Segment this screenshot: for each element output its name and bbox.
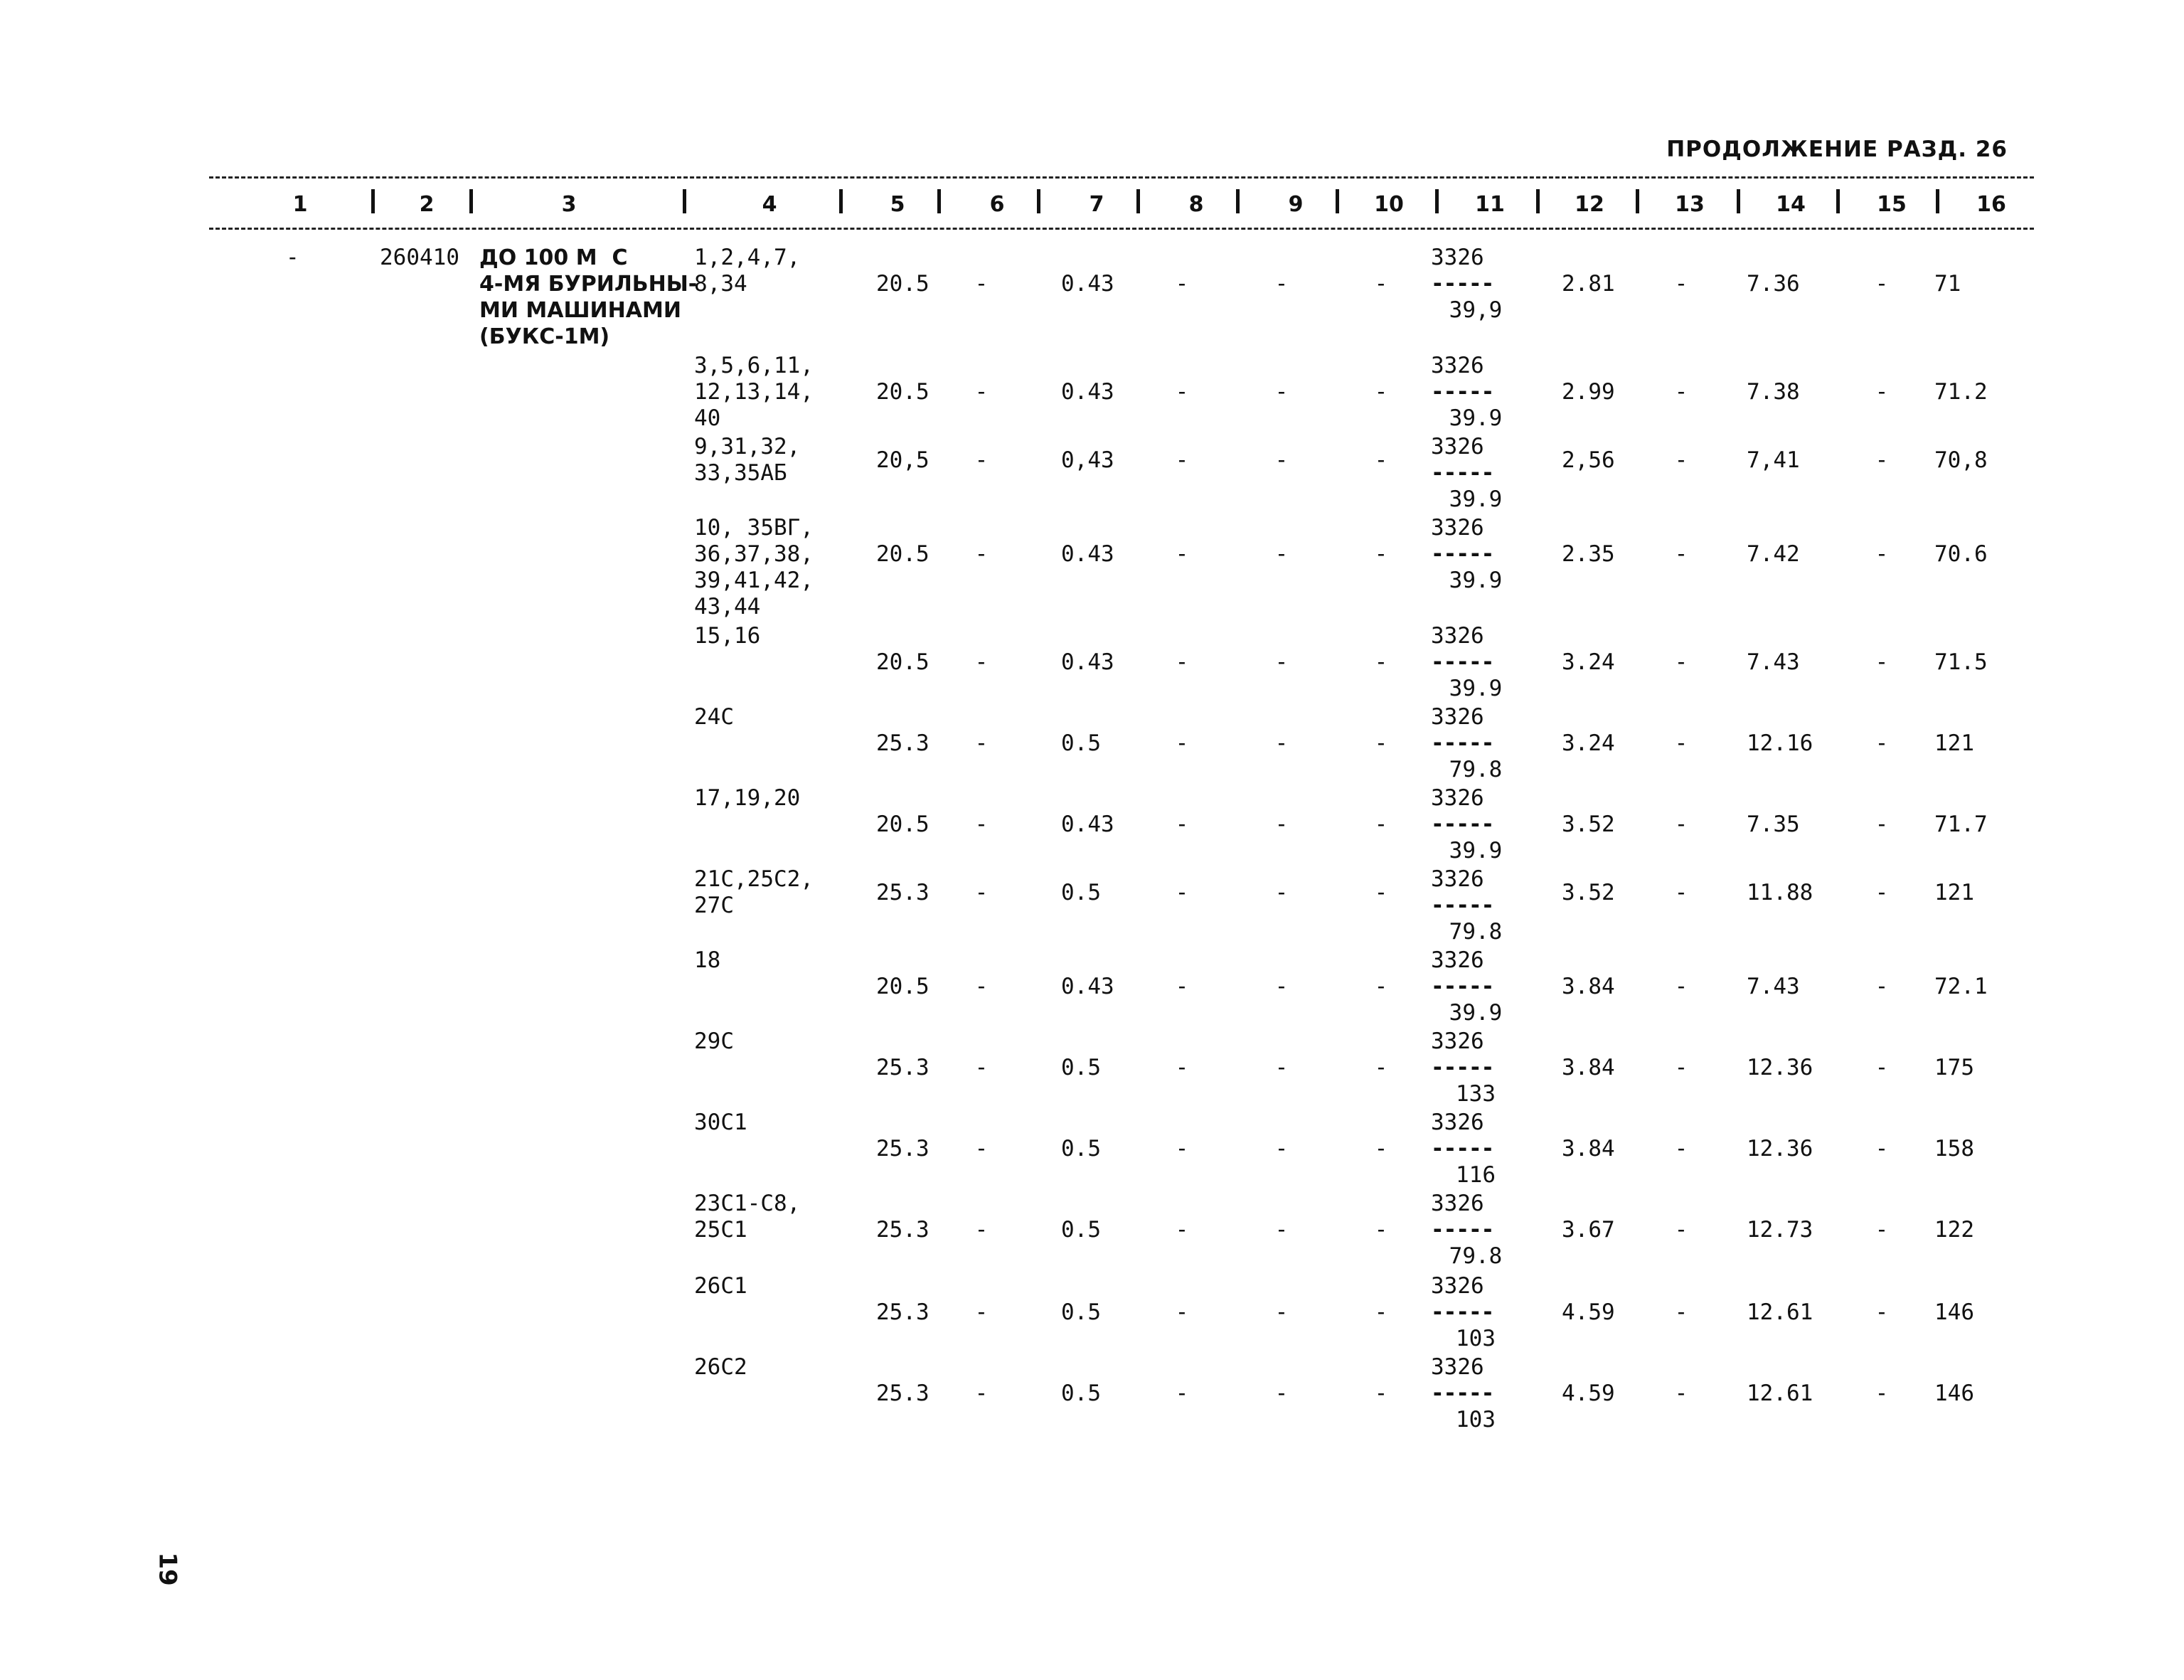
column-number-1: 1 (292, 192, 308, 217)
cell-c12: 2.35 (1562, 541, 1615, 567)
cell-c5: 25.3 (876, 1217, 929, 1243)
cell-c13: - (1674, 730, 1688, 756)
column-number-2: 2 (419, 192, 435, 217)
cell-c14: 12.36 (1747, 1055, 1813, 1080)
cell-c4-items: 10, 35ВГ, 36,37,38, 39,41,42, 43,44 (694, 515, 814, 620)
cell-c10: - (1374, 880, 1388, 905)
cell-c7: 0.5 (1061, 1299, 1101, 1325)
column-separator (469, 189, 473, 213)
cell-c15: - (1875, 812, 1889, 837)
cell-c5: 20.5 (876, 271, 929, 297)
cell-c7: 0.5 (1061, 880, 1101, 905)
cell-c9: - (1274, 649, 1289, 675)
cell-c6: - (974, 812, 989, 837)
fraction-den: 79.8 (1449, 919, 1503, 945)
cell-c8: - (1175, 730, 1189, 756)
cell-c7: 0,43 (1061, 447, 1114, 473)
fraction-num: 3326 (1431, 785, 1484, 811)
cell-c12: 4.59 (1562, 1381, 1615, 1406)
cell-c4-items: 21С,25С2, 27С (694, 866, 814, 918)
cell-c14: 7.42 (1747, 541, 1800, 567)
column-separator (371, 189, 375, 213)
cell-c8: - (1175, 1381, 1189, 1406)
cell-c4-items: 1,2,4,7, 8,34 (694, 245, 801, 297)
cell-c6: - (974, 880, 989, 905)
cell-c5: 25.3 (876, 880, 929, 905)
cell-c4-items: 30С1 (694, 1110, 747, 1135)
cell-c16: 71 (1934, 271, 1961, 297)
cell-c4-items: 15,16 (694, 623, 761, 649)
column-number-10: 10 (1374, 192, 1404, 217)
cell-c15: - (1875, 730, 1889, 756)
cell-c15: - (1875, 447, 1889, 473)
cell-c8: - (1175, 1299, 1189, 1325)
cell-c14: 12.16 (1747, 730, 1813, 756)
cell-c14: 7,41 (1747, 447, 1800, 473)
cell-c9: - (1274, 541, 1289, 567)
cell-c7: 0.43 (1061, 541, 1114, 567)
column-separator (1836, 189, 1840, 213)
column-separator (1037, 189, 1040, 213)
cell-c9: - (1274, 1055, 1289, 1080)
cell-c5: 20.5 (876, 649, 929, 675)
fraction-num: 3326 (1431, 515, 1484, 541)
column-separator (1435, 189, 1439, 213)
cell-c5: 25.3 (876, 1055, 929, 1080)
cell-c8: - (1175, 880, 1189, 905)
fraction-den: 39.9 (1449, 838, 1503, 863)
table-top-rule (209, 176, 2034, 179)
cell-c10: - (1374, 730, 1388, 756)
cell-c10: - (1374, 1136, 1388, 1161)
cell-c6: - (974, 730, 989, 756)
cell-c4-items: 23С1-С8, 25С1 (694, 1191, 801, 1243)
fraction-den: 39.9 (1449, 568, 1503, 593)
cell-c15: - (1875, 1381, 1889, 1406)
cell-c9: - (1274, 1299, 1289, 1325)
fraction-bar: ----- (1431, 541, 1494, 567)
cell-c5: 25.3 (876, 1381, 929, 1406)
cell-c4-items: 29С (694, 1028, 734, 1054)
cell-c5: 20,5 (876, 447, 929, 473)
cell-c5: 25.3 (876, 1136, 929, 1161)
cell-c11-fraction (1429, 434, 1522, 513)
cell-c4-items: 24С (694, 704, 734, 730)
cell-c9: - (1274, 379, 1289, 405)
cell-c13: - (1674, 974, 1688, 999)
cell-c13: - (1674, 1299, 1688, 1325)
cell-c11-fraction (1429, 866, 1522, 945)
cell-c11-fraction (1429, 1110, 1522, 1189)
cell-c5: 20.5 (876, 812, 929, 837)
fraction-den: 103 (1456, 1407, 1496, 1432)
cell-c4-items: 26С2 (694, 1354, 747, 1380)
fraction-num: 3326 (1431, 1354, 1484, 1380)
cell-c13: - (1674, 271, 1688, 297)
cell-c9: - (1274, 812, 1289, 837)
fraction-den: 103 (1456, 1326, 1496, 1351)
cell-c5: 20.5 (876, 541, 929, 567)
column-number-5: 5 (890, 192, 905, 217)
column-number-7: 7 (1089, 192, 1104, 217)
cell-c8: - (1175, 271, 1189, 297)
column-separator (1236, 189, 1240, 213)
cell-c7: 0.43 (1061, 812, 1114, 837)
cell-c11-fraction (1429, 623, 1522, 702)
cell-c13: - (1674, 1217, 1688, 1243)
fraction-den: 39,9 (1449, 297, 1503, 323)
fraction-den: 79.8 (1449, 757, 1503, 782)
fraction-den: 133 (1456, 1081, 1496, 1107)
cell-c11-fraction (1429, 785, 1522, 864)
column-number-12: 12 (1575, 192, 1604, 217)
cell-c10: - (1374, 379, 1388, 405)
cell-c14: 7.43 (1747, 649, 1800, 675)
cell-c16: 71.5 (1934, 649, 1988, 675)
cell-c9: - (1274, 1381, 1289, 1406)
cell-c7: 0.5 (1061, 1217, 1101, 1243)
fraction-num: 3326 (1431, 434, 1484, 459)
cell-c15: - (1875, 974, 1889, 999)
column-separator (1536, 189, 1540, 213)
fraction-num: 3326 (1431, 1028, 1484, 1054)
cell-c10: - (1374, 649, 1388, 675)
cell-c6: - (974, 1299, 989, 1325)
column-separator (1636, 189, 1639, 213)
cell-c6: - (974, 271, 989, 297)
cell-c6: - (974, 1055, 989, 1080)
cell-c8: - (1175, 541, 1189, 567)
fraction-bar: ----- (1431, 1136, 1494, 1161)
cell-c12: 2.99 (1562, 379, 1615, 405)
cell-c11-fraction (1429, 704, 1522, 783)
cell-c10: - (1374, 1055, 1388, 1080)
column-separator (937, 189, 941, 213)
cell-c7: 0.43 (1061, 271, 1114, 297)
fraction-bar: ----- (1431, 271, 1494, 297)
fraction-num: 3326 (1431, 353, 1484, 378)
cell-c16: 175 (1934, 1055, 1974, 1080)
cell-c13: - (1674, 541, 1688, 567)
cell-c13: - (1674, 649, 1688, 675)
column-number-4: 4 (762, 192, 777, 217)
fraction-num: 3326 (1431, 1110, 1484, 1135)
fraction-num: 3326 (1431, 623, 1484, 649)
cell-c13: - (1674, 880, 1688, 905)
column-separator (683, 189, 686, 213)
cell-c15: - (1875, 1299, 1889, 1325)
column-number-11: 11 (1475, 192, 1505, 217)
column-number-13: 13 (1675, 192, 1705, 217)
cell-c1: - (286, 245, 299, 270)
cell-c13: - (1674, 1136, 1688, 1161)
fraction-den: 39.9 (1449, 1000, 1503, 1026)
cell-c7: 0.43 (1061, 974, 1114, 999)
cell-c12: 3.24 (1562, 649, 1615, 675)
cell-c15: - (1875, 379, 1889, 405)
column-number-15: 15 (1877, 192, 1907, 217)
cell-c7: 0.43 (1061, 649, 1114, 675)
cell-c14: 7.36 (1747, 271, 1800, 297)
cell-c10: - (1374, 974, 1388, 999)
cell-c9: - (1274, 880, 1289, 905)
cell-c6: - (974, 447, 989, 473)
cell-c13: - (1674, 1055, 1688, 1080)
column-number-8: 8 (1188, 192, 1204, 217)
cell-c5: 25.3 (876, 1299, 929, 1325)
cell-c14: 7.43 (1747, 974, 1800, 999)
cell-c8: - (1175, 649, 1189, 675)
cell-c10: - (1374, 1299, 1388, 1325)
cell-c16: 71.7 (1934, 812, 1988, 837)
cell-c4-items: 17,19,20 (694, 785, 801, 811)
cell-c10: - (1374, 271, 1388, 297)
column-separator (1737, 189, 1740, 213)
cell-c16: 70,8 (1934, 447, 1988, 473)
fraction-num: 3326 (1431, 1273, 1484, 1299)
cell-c13: - (1674, 812, 1688, 837)
cell-c7: 0.5 (1061, 1055, 1101, 1080)
cell-c3-description: ДО 100 М С 4-МЯ БУРИЛЬНЫ- МИ МАШИНАМИ (БУКС-1М) (479, 245, 698, 349)
fraction-bar: ----- (1431, 379, 1494, 405)
fraction-num: 3326 (1431, 866, 1484, 892)
cell-c7: 0.5 (1061, 1136, 1101, 1161)
cell-c9: - (1274, 974, 1289, 999)
column-separator (839, 189, 843, 213)
cell-c9: - (1274, 730, 1289, 756)
fraction-bar: ----- (1431, 1217, 1494, 1243)
cell-c4-items: 3,5,6,11, 12,13,14, 40 (694, 353, 814, 431)
cell-c11-fraction (1429, 1273, 1522, 1352)
cell-c12: 4.59 (1562, 1299, 1615, 1325)
column-number-6: 6 (989, 192, 1005, 217)
cell-c15: - (1875, 541, 1889, 567)
cell-c16: 72.1 (1934, 974, 1988, 999)
column-number-9: 9 (1288, 192, 1304, 217)
cell-c16: 121 (1934, 880, 1974, 905)
cell-c16: 122 (1934, 1217, 1974, 1243)
column-separator (1936, 189, 1939, 213)
cell-c9: - (1274, 447, 1289, 473)
cell-c8: - (1175, 379, 1189, 405)
cell-c14: 12.36 (1747, 1136, 1813, 1161)
cell-c13: - (1674, 447, 1688, 473)
cell-c14: 7.38 (1747, 379, 1800, 405)
cell-c10: - (1374, 812, 1388, 837)
fraction-den: 116 (1456, 1162, 1496, 1188)
cell-c12: 3.67 (1562, 1217, 1615, 1243)
cell-c16: 158 (1934, 1136, 1974, 1161)
cell-c8: - (1175, 812, 1189, 837)
cell-c11-fraction (1429, 515, 1522, 594)
cell-c8: - (1175, 447, 1189, 473)
cell-c9: - (1274, 1136, 1289, 1161)
fraction-num: 3326 (1431, 1191, 1484, 1216)
cell-c7: 0.5 (1061, 730, 1101, 756)
fraction-bar: ----- (1431, 1381, 1494, 1406)
cell-c6: - (974, 974, 989, 999)
column-number-16: 16 (1976, 192, 2006, 217)
cell-c10: - (1374, 447, 1388, 473)
column-separator (1336, 189, 1339, 213)
cell-c15: - (1875, 1217, 1889, 1243)
fraction-den: 39.9 (1449, 676, 1503, 701)
column-separator (1136, 189, 1140, 213)
cell-c8: - (1175, 1055, 1189, 1080)
fraction-bar: ----- (1431, 649, 1494, 675)
cell-c10: - (1374, 541, 1388, 567)
cell-c12: 3.24 (1562, 730, 1615, 756)
cell-c14: 12.61 (1747, 1381, 1813, 1406)
fraction-den: 39.9 (1449, 405, 1503, 431)
cell-c12: 3.84 (1562, 974, 1615, 999)
fraction-num: 3326 (1431, 704, 1484, 730)
fraction-den: 79.8 (1449, 1243, 1503, 1269)
cell-c5: 25.3 (876, 730, 929, 756)
cell-c11-fraction (1429, 353, 1522, 432)
cell-c4-items: 26С1 (694, 1273, 747, 1299)
fraction-bar: ----- (1431, 1055, 1494, 1080)
cell-c15: - (1875, 271, 1889, 297)
cell-c14: 11.88 (1747, 880, 1813, 905)
cell-c16: 70.6 (1934, 541, 1988, 567)
cell-c2-code: 260410 (380, 245, 459, 270)
fraction-num: 3326 (1431, 245, 1484, 270)
cell-c12: 2.81 (1562, 271, 1615, 297)
page-number: 19 (153, 1552, 182, 1586)
cell-c7: 0.43 (1061, 379, 1114, 405)
cell-c13: - (1674, 379, 1688, 405)
cell-c6: - (974, 1136, 989, 1161)
cell-c6: - (974, 649, 989, 675)
cell-c15: - (1875, 649, 1889, 675)
cell-c8: - (1175, 974, 1189, 999)
fraction-bar: ----- (1431, 893, 1494, 918)
cell-c11-fraction (1429, 1354, 1522, 1433)
cell-c8: - (1175, 1217, 1189, 1243)
cell-c9: - (1274, 1217, 1289, 1243)
fraction-bar: ----- (1431, 460, 1494, 486)
fraction-num: 3326 (1431, 947, 1484, 973)
cell-c16: 146 (1934, 1299, 1974, 1325)
cell-c14: 12.73 (1747, 1217, 1813, 1243)
fraction-den: 39.9 (1449, 487, 1503, 512)
cell-c11-fraction (1429, 1191, 1522, 1270)
cell-c12: 2,56 (1562, 447, 1615, 473)
cell-c12: 3.52 (1562, 880, 1615, 905)
cell-c6: - (974, 1217, 989, 1243)
cell-c15: - (1875, 880, 1889, 905)
cell-c11-fraction (1429, 947, 1522, 1026)
table-header-rule (209, 228, 2034, 230)
cell-c6: - (974, 541, 989, 567)
cell-c5: 20.5 (876, 974, 929, 999)
cell-c13: - (1674, 1381, 1688, 1406)
cell-c11-fraction (1429, 245, 1522, 324)
cell-c12: 3.84 (1562, 1055, 1615, 1080)
cell-c10: - (1374, 1217, 1388, 1243)
cell-c15: - (1875, 1136, 1889, 1161)
cell-c14: 7.35 (1747, 812, 1800, 837)
cell-c8: - (1175, 1136, 1189, 1161)
cell-c12: 3.84 (1562, 1136, 1615, 1161)
cell-c6: - (974, 1381, 989, 1406)
cell-c10: - (1374, 1381, 1388, 1406)
cell-c12: 3.52 (1562, 812, 1615, 837)
cell-c6: - (974, 379, 989, 405)
column-number-3: 3 (561, 192, 577, 217)
fraction-bar: ----- (1431, 974, 1494, 999)
cell-c9: - (1274, 271, 1289, 297)
fraction-bar: ----- (1431, 812, 1494, 837)
fraction-bar: ----- (1431, 730, 1494, 756)
cell-c4-items: 9,31,32, 33,35АБ (694, 434, 801, 486)
column-number-14: 14 (1776, 192, 1806, 217)
section-continuation-title: ПРОДОЛЖЕНИЕ РАЗД. 26 (1666, 137, 2008, 162)
fraction-bar: ----- (1431, 1299, 1494, 1325)
cell-c15: - (1875, 1055, 1889, 1080)
cell-c16: 121 (1934, 730, 1974, 756)
cell-c4-items: 18 (694, 947, 721, 973)
cell-c16: 71.2 (1934, 379, 1988, 405)
cell-c7: 0.5 (1061, 1381, 1101, 1406)
cell-c11-fraction (1429, 1028, 1522, 1107)
cell-c14: 12.61 (1747, 1299, 1813, 1325)
cell-c5: 20.5 (876, 379, 929, 405)
cell-c16: 146 (1934, 1381, 1974, 1406)
